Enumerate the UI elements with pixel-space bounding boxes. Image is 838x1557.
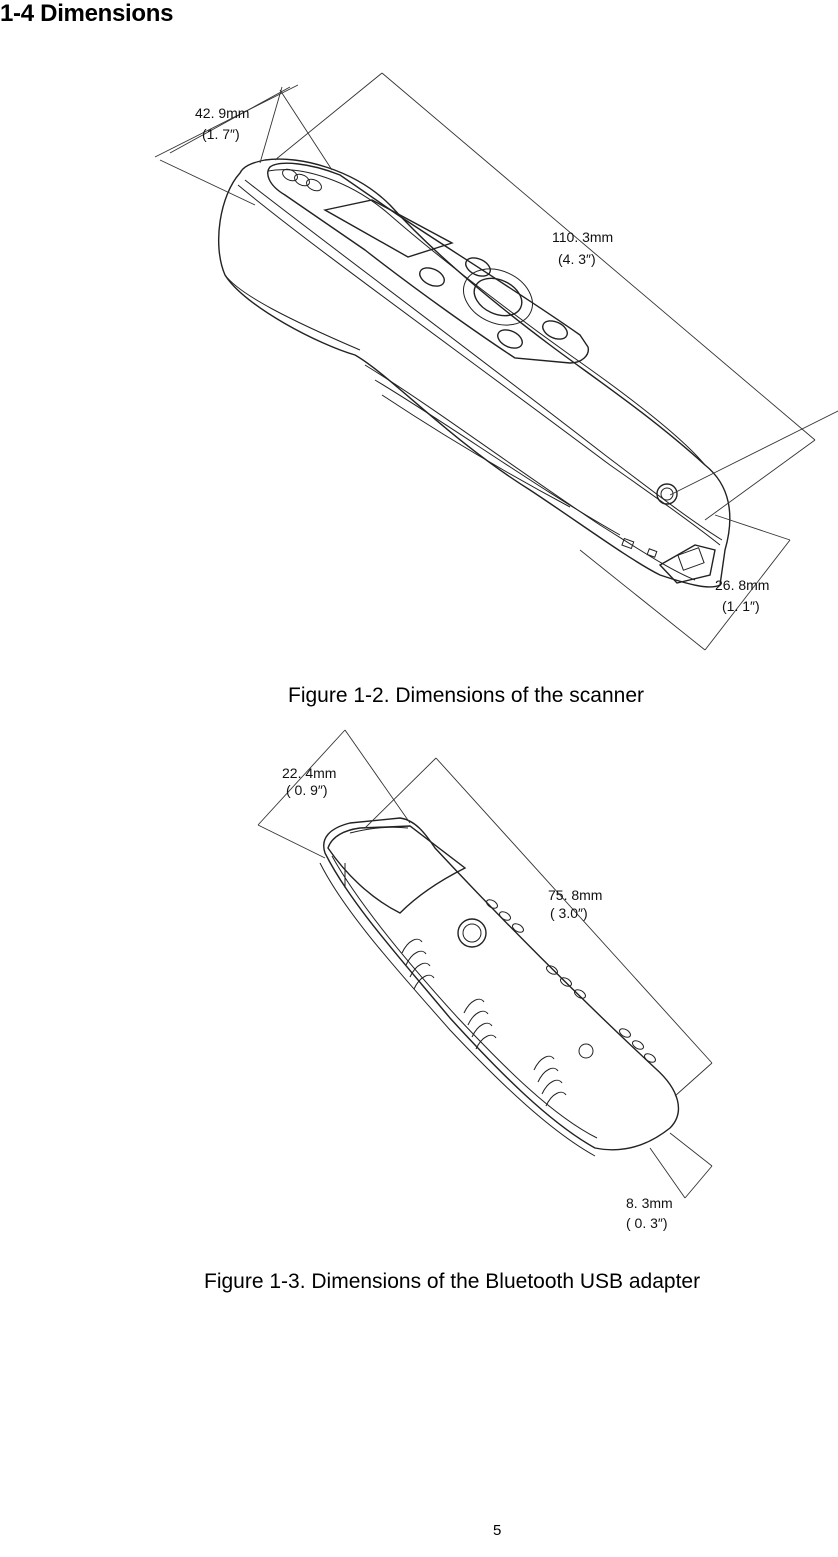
- adapter-thickness-metric: 8. 3mm: [626, 1195, 673, 1211]
- usb-adapter-dimension-drawing: [250, 728, 720, 1243]
- adapter-led: [579, 1044, 593, 1058]
- adapter-body-outline: [324, 818, 679, 1150]
- scanner-body-outline: [219, 159, 730, 587]
- scanner-width-metric: 42. 9mm: [195, 105, 250, 121]
- grip-ribs: [402, 898, 657, 1106]
- figure-1-2-caption: Figure 1-2. Dimensions of the scanner: [288, 684, 645, 707]
- adapter-length-metric: 75. 8mm: [548, 887, 603, 903]
- figure-1-3-caption: Figure 1-3. Dimensions of the Bluetooth USB adapter: [204, 1270, 701, 1293]
- center-button: [468, 271, 528, 323]
- usb-plug: [328, 826, 465, 913]
- page-number: 5: [493, 1522, 502, 1539]
- button-right: [540, 317, 570, 342]
- scanner-width-imperial: (1. 7″): [202, 126, 240, 142]
- scanner-length-metric: 110. 3mm: [552, 229, 614, 245]
- adapter-width-metric: 22. 4mm: [282, 765, 337, 781]
- scanner-length-imperial: (4. 3″): [558, 251, 596, 267]
- scanner-height-imperial: (1. 1″): [722, 598, 760, 614]
- adapter-length-imperial: ( 3.0″): [550, 905, 588, 921]
- adapter-width-imperial: ( 0. 9″): [286, 782, 328, 798]
- scanner-dimension-drawing: [150, 45, 838, 660]
- adapter-button: [458, 919, 486, 947]
- display-window: [325, 200, 452, 257]
- scanner-height-metric: 26. 8mm: [715, 577, 770, 593]
- section-title: 1-4 Dimensions: [0, 0, 174, 27]
- adapter-thickness-imperial: ( 0. 3″): [626, 1215, 668, 1231]
- button-upper-left: [417, 264, 447, 289]
- status-led: [657, 484, 677, 504]
